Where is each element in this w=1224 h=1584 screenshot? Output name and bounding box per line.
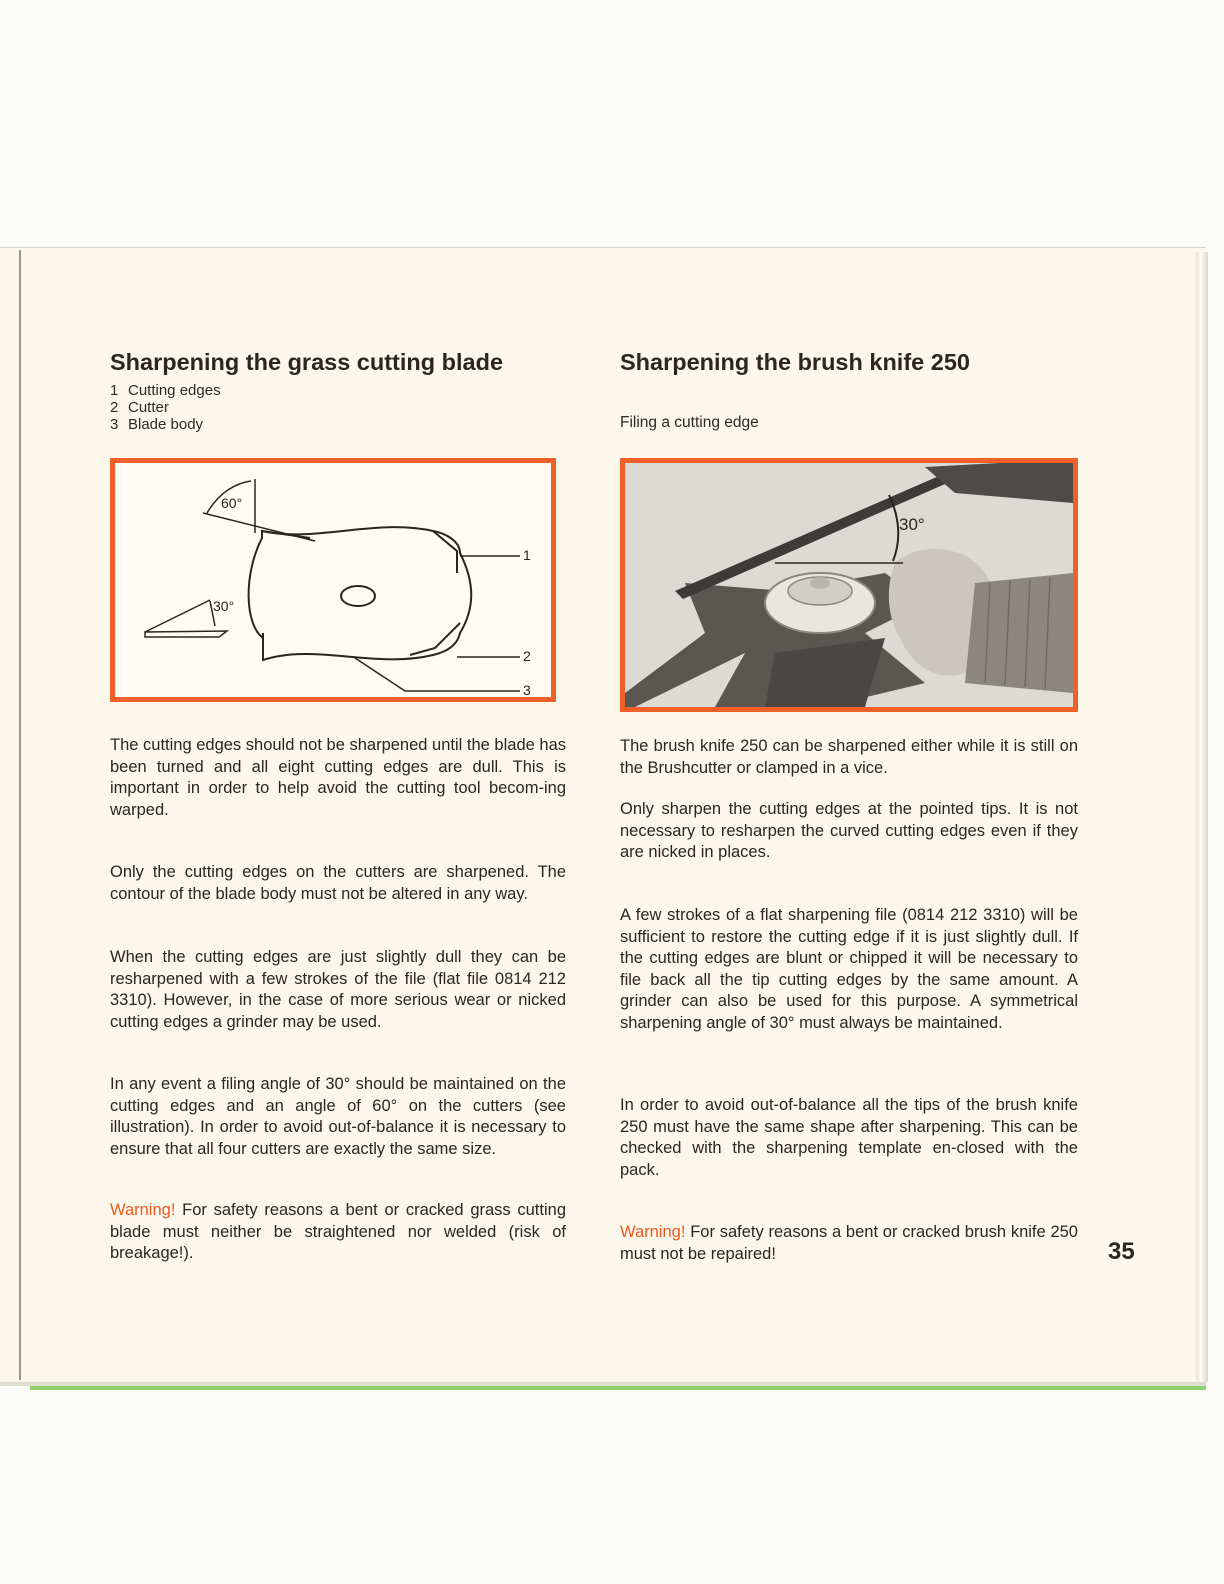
warning-text: For safety reasons a bent or cracked brush knife 250 must not be repaired! [620,1223,1078,1263]
green-strip [30,1386,1206,1390]
left-title: Sharpening the grass cutting blade [110,349,504,375]
left-paragraph-3: When the cutting edges are just slightly dull they can be resharpened with a few strokes of the file (flat file 0814 212 3310). However, in the case of more serious wear or nicked cutting edges a grinder may be used. [110,948,566,1031]
left-column [110,349,572,433]
right-paragraph-4: In order to avoid out-of-balance all the tips of the brush knife 250 must have the same shape after sharpening. This can be checked with the sharpening template en-closed with the pack. [620,1096,1078,1179]
angle-label-30: 30° [213,598,235,614]
left-paragraph-1: The cutting edges should not be sharpened until the blade has been turned and all eight cutting edges are dull. This is important in order to help avoid the cutting tool becom-ing warped. [110,736,566,819]
right-warning [620,1222,1078,1265]
callout-2: 2 [523,648,531,664]
warning-label: Warning! [110,1201,176,1219]
page-number: 35 [1108,1238,1135,1265]
angle-line-60-diagonal [203,513,315,541]
left-paragraph-2: Only the cutting edges on the cutters are sharpened. The contour of the blade body must not be altered in any way. [110,863,566,903]
right-paragraph-2: Only sharpen the cutting edges at the pointed tips. It is not necessary to resharpen the curved cutting edges even if they are nicked in places. [620,800,1078,861]
center-hole [341,586,375,606]
figure-caption: Filing a cutting edge [620,414,759,431]
cutter-edge-right [433,531,457,573]
sleeve [965,573,1073,693]
angle-label-30: 30° [899,515,925,534]
left-paragraph-4: In any event a filing angle of 30° should be maintained on the cutting edges and an angle of 60° on the cutters (see illustration). In order to avoid out-of-balance it is necessary to ensure that all four cutters are exactly the same size. [110,1075,566,1158]
hub-nut [810,577,830,589]
filing-photo [620,458,1078,712]
left-warning [110,1200,566,1265]
callout-1: 1 [523,547,531,563]
page-spine [19,250,21,1380]
warning-text: For safety reasons a bent or cracked grass cutting blade must neither be straightened nor welded (risk of breakage!). [110,1201,566,1262]
warning-label: Warning! [620,1223,686,1241]
legend-item: 3 Blade body [110,416,204,433]
legend-item: 2 Cutter [110,399,169,416]
callout-3: 3 [523,682,531,697]
right-paragraph-1: The brush knife 250 can be sharpened either while it is still on the Brushcutter or clamped in a vice. [620,737,1078,777]
file-shape [145,631,227,637]
angle-label-60: 60° [221,495,243,511]
angle-line-30 [145,600,210,632]
page-edge [1196,252,1208,1382]
right-title: Sharpening the brush knife 250 [620,349,970,375]
blade-body [249,527,472,660]
callout-leader-3 [355,658,520,691]
blade-legend [110,382,572,433]
right-column [620,349,1082,432]
legend-item: 1 Cutting edges [110,382,221,399]
blade-diagram [110,458,556,702]
cutter-edge-bottom [410,623,460,655]
right-paragraph-3: A few strokes of a flat sharpening file (0814 212 3310) will be sufficient to restore the cutting edge if it is just slightly dull. If the cutting edges are blunt or chipped it will be necessary to file back all the tip cutting edges by the same amount. A grinder can also be used for this purpose. A symmetrical sharpening angle of 30° must always be maintained. [620,906,1078,1032]
